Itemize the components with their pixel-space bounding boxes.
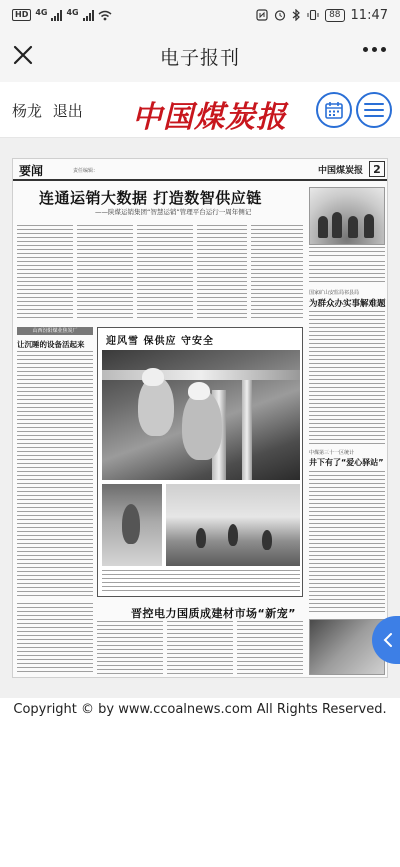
news-photo-workers[interactable] [309,187,385,245]
signal-icon [51,10,62,21]
battery-indicator: 88 [325,9,344,22]
article-text-block[interactable] [167,621,233,675]
title-bar [0,30,400,82]
page-title: 电子报刊 [159,46,240,69]
article-text-block[interactable] [137,225,193,321]
logout-link[interactable]: 退出 [52,102,83,120]
bottom-headline[interactable]: 晋控电力国质成建材市场“新宠” [131,607,296,620]
alarm-icon [274,9,286,21]
article-text-block[interactable] [309,261,385,285]
username: 杨龙 [12,102,43,120]
calendar-icon [324,100,344,120]
main-subheadline[interactable]: ——陕煤运销集团“智慧运销”管理平台运行一周年侧记 [95,208,252,216]
newspaper-viewer[interactable] [0,138,400,698]
status-right [256,8,388,23]
feature-photo-box[interactable] [97,327,303,597]
left-article-headline[interactable]: 让沉睡的设备活起来 [17,340,85,349]
article-text-block[interactable] [309,311,385,445]
chevron-left-icon [382,632,394,648]
calendar-button[interactable] [316,92,352,128]
vibrate-icon [307,9,319,21]
side-article-headline[interactable]: 为群众办实事解难题 [309,299,386,309]
close-icon[interactable] [10,42,36,68]
feature-caption [102,570,300,594]
article-text-block[interactable] [17,603,93,675]
more-options-icon[interactable] [363,47,386,52]
status-left [12,9,112,21]
menu-button[interactable] [356,92,392,128]
editor-line: 责任编辑： [73,168,99,174]
left-article-tag: 山西汾阳煤业焦炭厂 [17,327,93,335]
status-bar [0,0,400,30]
article-text-block[interactable] [197,225,247,321]
side-article-headline-2[interactable]: 井下有了“爱心驿站” [309,458,384,467]
side-article-kicker-2[interactable]: 中煤第三十一区统计 [309,450,355,456]
wifi-icon [98,10,112,21]
section-label: 要闻 [19,164,44,178]
site-header [0,82,400,138]
hd-badge: HD [12,9,31,21]
article-text-block[interactable] [17,351,93,597]
bluetooth-icon [292,9,301,21]
newspaper-page[interactable] [12,158,388,678]
side-article-kicker[interactable]: 国家矿山安监局祁县局 [309,290,360,296]
nfc-icon [256,9,268,21]
network-type-1: 4G [35,7,48,17]
feature-photo-a[interactable] [102,484,162,566]
feature-photo-b[interactable] [166,484,300,566]
article-text-block[interactable] [97,621,163,675]
page-number: 2 [369,161,385,177]
feature-main-photo[interactable] [102,350,300,480]
clock: 11:47 [350,7,388,23]
site-logo: 中国煤炭报 [132,100,287,135]
article-text-block[interactable] [17,225,73,321]
page-bottom-space [0,730,400,867]
article-text-block[interactable] [237,621,303,675]
network-type-2: 4G [66,7,79,17]
page-header-strip [13,159,388,181]
article-text-block[interactable] [77,225,133,321]
feature-title: 迎风雪 保供应 守安全 [106,336,214,347]
copyright-notice: Copyright © by www.ccoalnews.com All Rights Reserved. [13,702,387,717]
main-headline[interactable]: 连通运销大数据 打造数智供应链 [39,189,262,207]
paper-masthead-small: 中国煤炭报 [317,166,363,176]
signal-icon-2 [83,10,94,21]
user-info [12,100,83,121]
photo-caption [309,247,385,257]
article-text-block[interactable] [251,225,303,321]
hamburger-icon [364,102,384,118]
article-text-block[interactable] [309,471,385,615]
